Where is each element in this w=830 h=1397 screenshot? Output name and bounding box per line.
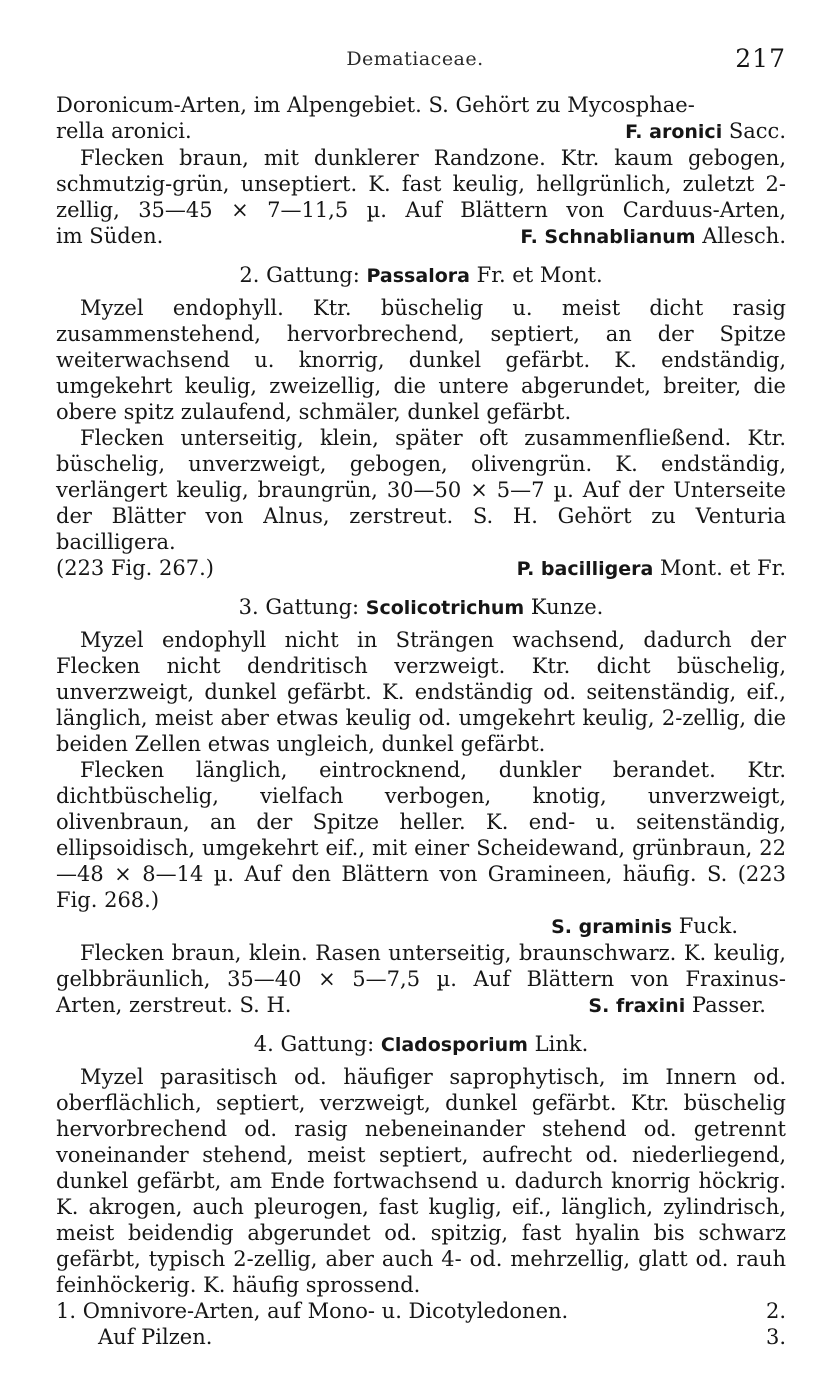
genus-author: Kunze. [530, 595, 604, 619]
species-name-group [588, 992, 786, 1019]
key-entry [56, 1298, 786, 1324]
running-header: Dematiaceae. [346, 48, 484, 70]
species-name-group [517, 555, 786, 582]
species-name: F. Schnablianum [520, 226, 696, 248]
text-line-content: im Süden. [56, 224, 164, 248]
genus-heading [56, 1031, 786, 1058]
text-line-content: Arten, zerstreut. S. H. [56, 993, 292, 1017]
genus-heading [56, 262, 786, 289]
species-description: Flecken braun, klein. Rasen unterseitig, braunschwarz. K. keulig, gelbbräunlich, 35—40 × 5—7,5 µ. Auf Blättern von Fraxinus- [56, 941, 786, 991]
species-line [56, 118, 786, 145]
genus-name: Passalora [366, 265, 470, 287]
genus-heading-prefix: 3. Gattung: [238, 595, 360, 619]
species-description: Flecken unterseitig, klein, später oft zusammenfließend. Ktr. büschelig, unverzweigt, gebogen, olivengrün. K. endständig, verlängert keulig, braungrün, 30—50 × 5—7 µ. Auf der Unterseite der Blätter von Alnus, zerstreut. S. H. Gehört zu Venturia bacilligera. [56, 426, 786, 554]
species-description: Flecken länglich, eintrocknend, dunkler berandet. Ktr. dichtbüschelig, vielfach verbogen, knotig, unverzweigt, olivenbraun, an der Spitze heller. K. end- u. seitenständig, ellipsoidisch, umgekehrt eif., mit einer Scheidewand, grünbraun, 22—48 × 8—14 µ. Auf den Blättern von Gramineen, häufig. S. (223 Fig. 268.) [56, 758, 786, 912]
genus-description: Myzel endophyll. Ktr. büschelig u. meist dicht rasig zusammenstehend, hervorbrechend, septiert, an der Spitze weiterwachsend u. knorrig, dunkel gefärbt. K. endständig, umgekehrt keulig, zweizellig, die untere abgerundet, breiter, die obere spitz zulaufend, schmäler, dunkel gefärbt. [56, 296, 786, 424]
species-line [56, 992, 786, 1019]
genus-description: Myzel parasitisch od. häufiger saprophytisch, im Innern od. oberflächlich, septiert, verzweigt, dunkel gefärbt. Ktr. büschelig hervorbrechend od. rasig nebeneinander stehend od. getrennt voneinander stehend, meist septiert, aufrecht od. niederliegend, dunkel gefärbt, am Ende fortwachsend u. dadurch knorrig höckrig. K. akrogen, auch pleurogen, fast kuglig, eif., länglich, zylindrisch, meist beidendig abgerundet od. spitzig, fast hyalin bis schwarz gefärbt, typisch 2-zellig, aber auch 4- od. mehrzellig, glatt od. rauh feinhöckerig. K. häufig sprossend. [56, 1065, 786, 1297]
key-entry [56, 1324, 786, 1350]
species-author: Sacc. [728, 119, 786, 143]
body-text [56, 92, 786, 1350]
species-author: Allesch. [702, 224, 786, 248]
species-name-group [56, 913, 786, 940]
species-name: S. graminis [551, 916, 673, 938]
figure-reference: (223 Fig. 267.) [56, 556, 214, 580]
species-name: P. bacilligera [516, 558, 654, 580]
text-line [56, 92, 786, 118]
genus-heading-prefix: 4. Gattung: [253, 1032, 375, 1056]
genus-author: Link. [534, 1032, 589, 1056]
genus-heading [56, 594, 786, 621]
text-line-content: Doronicum-Arten, im Alpengebiet. S. Gehört zu Mycosphae- [56, 93, 695, 117]
key-entry-ref: 2. [765, 1299, 786, 1323]
paragraph: Flecken braun, mit dunklerer Randzone. Ktr. kaum gebogen, schmutzig-grün, unseptiert. K. fast keulig, hellgrünlich, zuletzt 2-zellig, 35—45 × 7—11,5 µ. Auf Blättern von Carduus-Arten, [56, 146, 786, 222]
genus-author: Fr. et Mont. [476, 263, 603, 287]
species-author: Passer. [691, 993, 766, 1017]
species-name: F. aronici [625, 121, 723, 143]
species-line [56, 555, 786, 582]
text-line-content: rella aronici. [56, 119, 192, 143]
species-author: Fuck. [678, 914, 738, 938]
genus-heading-prefix: 2. Gattung: [239, 263, 360, 287]
species-name-group [625, 118, 786, 145]
key-entry-text: Auf Pilzen. [98, 1325, 213, 1349]
genus-name: Cladosporium [380, 1034, 528, 1056]
genus-name: Scolicotrichum [365, 597, 525, 619]
key-entry-text: 1. Omnivore-Arten, auf Mono- u. Dicotyledonen. [56, 1299, 569, 1323]
genus-description: Myzel endophyll nicht in Strängen wachsend, dadurch der Flecken nicht dendritisch verzweigt. Ktr. dicht büschelig, unverzweigt, dunkel gefärbt. K. endständig od. seitenständig, eif., länglich, meist aber etwas keulig od. umgekehrt keulig, 2-zellig, die beiden Zellen etwas ungleich, dunkel gefärbt. [56, 628, 786, 756]
species-name-group [520, 223, 786, 250]
species-author: Mont. et Fr. [660, 556, 786, 580]
species-name: S. fraxini [588, 995, 686, 1017]
page-number: 217 [735, 44, 786, 73]
species-line [56, 223, 786, 250]
key-entry-ref: 3. [765, 1325, 786, 1349]
